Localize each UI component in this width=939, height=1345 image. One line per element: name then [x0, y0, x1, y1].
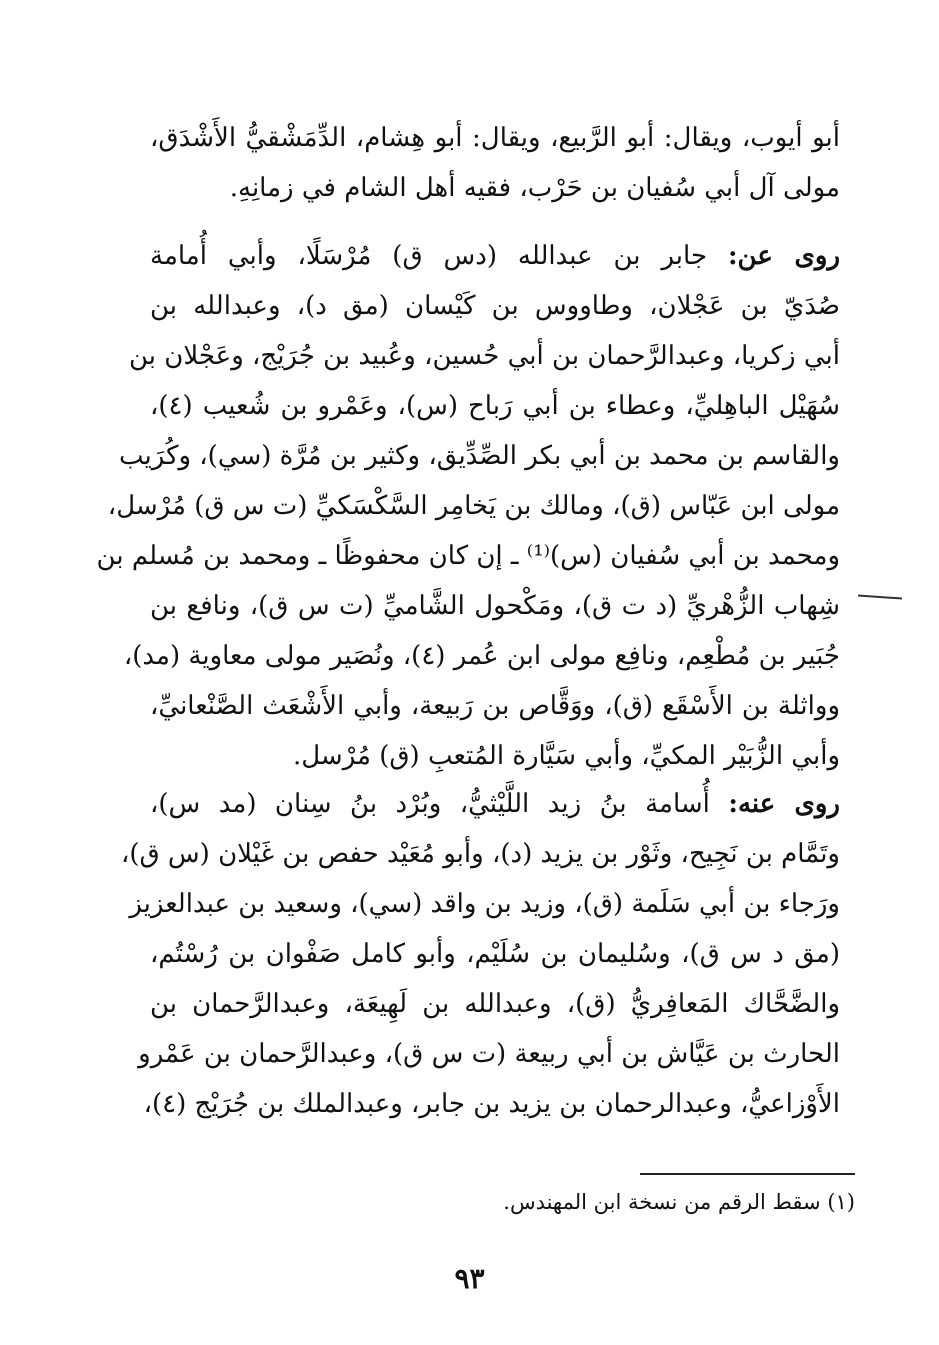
- section-label: روى عنه:: [728, 789, 840, 819]
- text-line: أبي زكريا، وعبدالرَّحمان بن أبي حُسين، وعُبيد بن جُرَيْج، وعَجْلان بن: [129, 341, 840, 371]
- footnote-divider: [640, 1173, 855, 1175]
- text-line-body: أُسامة بنُ زيد اللَّيْثيُّ، وبُرْد بنُ سِنان (مد س)،: [150, 789, 710, 819]
- text-line: ومحمد بن أبي سُفيان (س)⁽¹⁾ ـ إن كان محفوظًا ـ ومحمد بن مُسلم بن: [96, 541, 840, 571]
- biography-intro: [150, 113, 840, 213]
- text-line: مولى آل أبي سُفيان بن حَرْب، فقيه أهل الشام في زمانِهِ.: [229, 173, 840, 203]
- text-line: الحارث بن عَيَّاش بن أبي ربيعة (ت س ق)، وعبدالرَّحمان بن عَمْرو: [138, 1039, 840, 1069]
- text-line-body: جابر بن عبدالله (دس ق) مُرْسَلًا، وأبي أُمامة: [150, 241, 708, 271]
- text-line: جُبَير بن مُطْعِم، ونافِع مولى ابن عُمر (٤)، ونُصَير مولى معاوية (مد)،: [123, 641, 840, 671]
- text-line: وأبي الزُّبَيْر المكيِّ، وأبي سَيَّارة المُتعبِ (ق) مُرْسل.: [292, 741, 840, 771]
- narrated-from-section: [96, 231, 841, 781]
- text-line: مولى ابن عَبّاس (ق)، ومالك بن يَخامِر السَّكْسَكيِّ (ت س ق) مُرْسل،: [107, 491, 840, 521]
- section-label: روى عن:: [727, 241, 841, 271]
- text-line: الأَوْزاعيُّ، وعبدالرحمان بن يزيد بن جابر، وعبدالملك بن جُرَيْج (٤)،: [143, 1089, 840, 1119]
- text-line: والقاسم بن محمد بن أبي بكر الصِّدِّيق، وكثير بن مُرَّة (سي)، وكُرَيب: [118, 441, 840, 471]
- text-line: وواثلة بن الأَسْقَع (ق)، ووَقَّاص بن رَبيعة، وأبي الأَشْعَث الصَّنْعانيِّ،: [150, 691, 840, 721]
- text-line: وتَمَّام بن نَجِيح، وثَوْر بن يزيد (د)، وأبو مُعَيْد حفص بن غَيْلان (س ق)،: [120, 839, 840, 869]
- text-line: شِهاب الزُّهْريِّ (د ت ق)، ومَكْحول الشَّاميِّ (ت س ق)، ونافع بن: [150, 591, 840, 621]
- text-line: (مق د س ق)، وسُليمان بن سُلَيْم، وأبو كامل صَفْوان بن رُسْتُم،: [150, 939, 840, 969]
- text-line: أبو أيوب، ويقال: أبو الرَّبيع، ويقال: أبو هِشام، الدِّمَشْقيُّ الأَشْدَق،: [150, 123, 840, 153]
- text-line: سُهَيْل الباهِليِّ، وعطاء بن أبي رَباح (س)، وعَمْرو بن شُعيب (٤)،: [150, 391, 840, 421]
- footnote: (١) سقط الرقم من نسخة ابن المهندس.: [503, 1190, 855, 1214]
- text-line: [150, 231, 840, 281]
- page-number: ٩٣: [454, 1262, 485, 1295]
- text-line: والضَّحَّاك المَعافِريُّ (ق)، وعبدالله بن لَهِيعَة، وعبدالرَّحمان بن: [150, 989, 840, 1019]
- narrated-by-section: [120, 779, 840, 1129]
- margin-mark: [858, 594, 902, 599]
- text-line: صُدَيّ بن عَجْلان، وطاووس بن كَيْسان (مق د)، وعبدالله بن: [150, 291, 840, 321]
- text-line: [150, 779, 840, 829]
- text-line: ورَجاء بن أبي سَلَمة (ق)، وزيد بن واقد (سي)، وسعيد بن عبدالعزيز: [129, 889, 840, 919]
